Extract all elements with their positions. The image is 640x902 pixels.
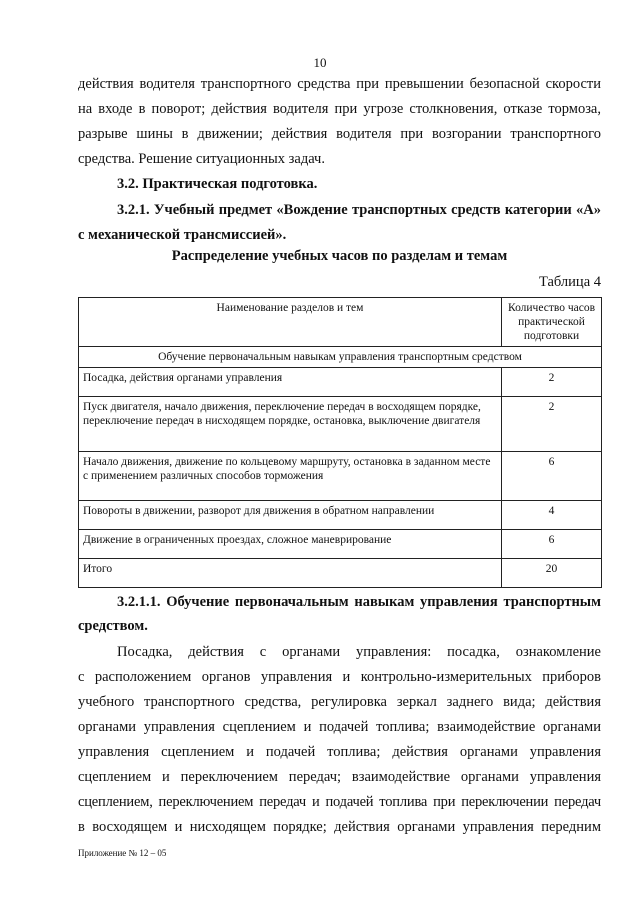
row-hours: 4 bbox=[502, 501, 602, 530]
section-heading-3-2-1-line2: с механической трансмиссией». bbox=[78, 227, 287, 243]
row-hours: 2 bbox=[502, 397, 602, 452]
page-number: 10 bbox=[313, 55, 327, 70]
text-line: средства. Решение ситуационных задач. bbox=[78, 151, 325, 167]
section-row-title: Обучение первоначальным навыкам управления транспортным средством bbox=[79, 347, 602, 368]
row-topic: Итого bbox=[79, 559, 502, 588]
table-row bbox=[79, 559, 602, 588]
text-line: на входе в поворот; действия водителя при угрозе столкновения, отказе тормоза, bbox=[78, 101, 601, 117]
text-line: действия водителя транспортного средства при превышении безопасной скорости bbox=[78, 76, 601, 92]
row-hours: 6 bbox=[502, 530, 602, 559]
table-title: Распределение учебных часов по разделам и темам bbox=[171, 248, 508, 264]
text-line: органами управления сцеплением и подачей топлива; взаимодействие органами bbox=[78, 719, 601, 735]
text-line: сцеплением, переключением передач и подачей топлива при переключении передач bbox=[78, 794, 601, 810]
hours-table bbox=[78, 297, 602, 588]
text-line: в восходящем и нисходящем порядке; действия органами управления передним bbox=[78, 819, 601, 835]
text-line: учебного транспортного средства, регулировка зеркал заднего вида; действия bbox=[78, 694, 601, 710]
row-topic: Повороты в движении, разворот для движения в обратном направлении bbox=[79, 501, 502, 530]
section-heading-3-2: 3.2. Практическая подготовка. bbox=[117, 176, 318, 192]
text-line: управления сцеплением и подачей топлива; действия органами управления bbox=[78, 744, 601, 760]
table-row bbox=[79, 452, 602, 501]
row-hours: 6 bbox=[502, 452, 602, 501]
text-line: разрыве шины в движении; действия водителя при возгорании транспортного bbox=[78, 126, 601, 142]
table-label: Таблица 4 bbox=[538, 274, 601, 290]
page-footer: Приложение № 12 – 05 bbox=[78, 848, 167, 858]
row-hours: 20 bbox=[502, 559, 602, 588]
row-topic: Начало движения, движение по кольцевому маршруту, остановка в заданном месте с применением различных способов торможения bbox=[79, 452, 502, 501]
table-row bbox=[79, 397, 602, 452]
table-section-row bbox=[79, 347, 602, 368]
header-hours: Количество часов практической подготовки bbox=[502, 298, 602, 347]
text-line: Посадка, действия с органами управления: посадка, ознакомление bbox=[117, 644, 601, 660]
section-heading-3-2-1-1-line1: 3.2.1.1. Обучение первоначальным навыкам управления транспортным bbox=[117, 594, 601, 610]
text-line: с расположением органов управления и контрольно-измерительных приборов bbox=[78, 669, 601, 685]
table-header-row bbox=[79, 298, 602, 347]
table-row bbox=[79, 530, 602, 559]
row-hours: 2 bbox=[502, 368, 602, 397]
row-topic: Пуск двигателя, начало движения, переключение передач в восходящем порядке, переключение передач в нисходящем порядке, остановка, выключение двигателя bbox=[79, 397, 502, 452]
section-heading-3-2-1-1-line2: средством. bbox=[78, 618, 148, 634]
row-topic: Посадка, действия органами управления bbox=[79, 368, 502, 397]
section-heading-3-2-1-line1: 3.2.1. Учебный предмет «Вождение транспортных средств категории «А» bbox=[117, 202, 601, 218]
row-topic: Движение в ограниченных проездах, сложное маневрирование bbox=[79, 530, 502, 559]
header-topic: Наименование разделов и тем bbox=[79, 298, 502, 347]
text-line: сцеплением и переключением передач; взаимодействие органами управления bbox=[78, 769, 601, 785]
table-row bbox=[79, 501, 602, 530]
table-row bbox=[79, 368, 602, 397]
